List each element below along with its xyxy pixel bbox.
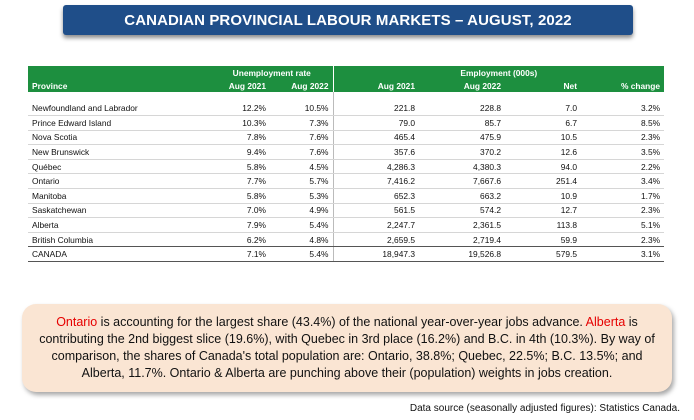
- cell-emp-net: 7.0: [505, 101, 581, 116]
- cell-emp-net: 579.5: [505, 247, 581, 262]
- cell-province: Alberta: [28, 218, 211, 233]
- table-row: [28, 218, 664, 233]
- cell-emp-aug-2021: 561.5: [333, 203, 419, 218]
- cell-emp-net: 251.4: [505, 174, 581, 189]
- cell-unemp-aug-2021: 7.0%: [211, 203, 270, 218]
- cell-emp-pct-change: 5.1%: [581, 218, 664, 233]
- table-header: [28, 66, 664, 92]
- cell-emp-pct-change: 3.5%: [581, 145, 664, 160]
- cell-unemp-aug-2021: 7.9%: [211, 218, 270, 233]
- note-text-1: is accounting for the largest share (43.4%) of the national year-over-year jobs advance.: [97, 315, 586, 329]
- page-title: CANADIAN PROVINCIAL LABOUR MARKETS – AUGUST, 2022: [63, 5, 633, 35]
- column-header-emp-pct-change: % change: [581, 79, 664, 92]
- cell-emp-aug-2022: 7,667.6: [419, 174, 505, 189]
- cell-emp-pct-change: 3.1%: [581, 247, 664, 262]
- header-unemployment-group: Unemployment rate: [211, 66, 333, 79]
- cell-unemp-aug-2021: 9.4%: [211, 145, 270, 160]
- cell-unemp-aug-2022: 4.9%: [270, 203, 333, 218]
- cell-province: CANADA: [28, 247, 211, 262]
- cell-emp-net: 6.7: [505, 116, 581, 131]
- cell-unemp-aug-2021: 7.7%: [211, 174, 270, 189]
- cell-emp-aug-2022: 370.2: [419, 145, 505, 160]
- cell-emp-aug-2021: 221.8: [333, 101, 419, 116]
- header-employment-group: Employment (000s): [333, 66, 664, 79]
- note-alberta-highlight: Alberta: [585, 315, 626, 329]
- cell-emp-net: 94.0: [505, 159, 581, 174]
- table-row: [28, 130, 664, 145]
- table-row: [28, 232, 664, 247]
- cell-emp-pct-change: 2.3%: [581, 232, 664, 247]
- cell-emp-pct-change: 3.2%: [581, 101, 664, 116]
- cell-emp-aug-2022: 19,526.8: [419, 247, 505, 262]
- cell-emp-aug-2022: 2,719.4: [419, 232, 505, 247]
- table-row: [28, 159, 664, 174]
- cell-unemp-aug-2021: 10.3%: [211, 116, 270, 131]
- cell-unemp-aug-2022: 7.6%: [270, 130, 333, 145]
- column-header-province: Province: [28, 79, 211, 92]
- note-text-2: is contributing the 2nd biggest slice (19.6%), with Quebec in 3rd place (16.2%) and B.C. in 4th (10.3%). By way of comparison, the shares of Canada's total population are: Ontario, 38.8%; Quebec, 22.5%; B.C. 13.5%; and Alberta, 11.7%. Ontario & Alberta are punching above their (population) weights in jobs creation.: [39, 315, 655, 380]
- column-header-emp-net: Net: [505, 79, 581, 92]
- cell-emp-net: 10.5: [505, 130, 581, 145]
- cell-emp-aug-2021: 7,416.2: [333, 174, 419, 189]
- cell-province: Québec: [28, 159, 211, 174]
- cell-emp-net: 113.8: [505, 218, 581, 233]
- cell-emp-aug-2022: 475.9: [419, 130, 505, 145]
- cell-emp-pct-change: 3.4%: [581, 174, 664, 189]
- commentary-box: [22, 304, 672, 392]
- cell-emp-aug-2022: 574.2: [419, 203, 505, 218]
- column-header-emp-aug-2021: Aug 2021: [333, 79, 419, 92]
- cell-emp-net: 59.9: [505, 232, 581, 247]
- cell-emp-net: 12.7: [505, 203, 581, 218]
- cell-emp-aug-2022: 228.8: [419, 101, 505, 116]
- cell-emp-aug-2021: 652.3: [333, 189, 419, 204]
- header-blank: [28, 66, 211, 79]
- cell-emp-net: 12.6: [505, 145, 581, 160]
- cell-emp-aug-2021: 2,659.5: [333, 232, 419, 247]
- cell-emp-pct-change: 1.7%: [581, 189, 664, 204]
- cell-unemp-aug-2022: 5.7%: [270, 174, 333, 189]
- cell-emp-pct-change: 8.5%: [581, 116, 664, 131]
- column-header-unemp-aug-2022: Aug 2022: [270, 79, 333, 92]
- cell-province: Nova Scotia: [28, 130, 211, 145]
- cell-emp-net: 10.9: [505, 189, 581, 204]
- cell-unemp-aug-2021: 6.2%: [211, 232, 270, 247]
- cell-unemp-aug-2022: 7.3%: [270, 116, 333, 131]
- table-row: [28, 145, 664, 160]
- cell-unemp-aug-2022: 5.3%: [270, 189, 333, 204]
- cell-unemp-aug-2021: 7.8%: [211, 130, 270, 145]
- cell-emp-aug-2022: 85.7: [419, 116, 505, 131]
- cell-emp-aug-2021: 465.4: [333, 130, 419, 145]
- cell-emp-aug-2021: 79.0: [333, 116, 419, 131]
- cell-province: British Columbia: [28, 232, 211, 247]
- note-ontario-highlight: Ontario: [56, 315, 98, 329]
- cell-province: Ontario: [28, 174, 211, 189]
- table-row: [28, 203, 664, 218]
- data-source: Data source (seasonally adjusted figures): Statistics Canada.: [409, 403, 680, 414]
- table-row-total: [28, 247, 664, 262]
- cell-province: Newfoundland and Labrador: [28, 101, 211, 116]
- cell-unemp-aug-2022: 5.4%: [270, 247, 333, 262]
- cell-unemp-aug-2022: 7.6%: [270, 145, 333, 160]
- cell-province: Manitoba: [28, 189, 211, 204]
- cell-unemp-aug-2021: 7.1%: [211, 247, 270, 262]
- cell-emp-aug-2021: 2,247.7: [333, 218, 419, 233]
- cell-unemp-aug-2021: 5.8%: [211, 189, 270, 204]
- cell-emp-aug-2022: 4,380.3: [419, 159, 505, 174]
- cell-emp-pct-change: 2.2%: [581, 159, 664, 174]
- cell-emp-aug-2021: 18,947.3: [333, 247, 419, 262]
- cell-emp-aug-2022: 2,361.5: [419, 218, 505, 233]
- cell-province: Prince Edward Island: [28, 116, 211, 131]
- cell-emp-pct-change: 2.3%: [581, 130, 664, 145]
- spacer-row: [28, 92, 664, 101]
- cell-emp-aug-2021: 4,286.3: [333, 159, 419, 174]
- table-row: [28, 174, 664, 189]
- column-header-emp-aug-2022: Aug 2022: [419, 79, 505, 92]
- column-header-unemp-aug-2021: Aug 2021: [211, 79, 270, 92]
- labour-market-table: [28, 66, 664, 262]
- table-row: [28, 116, 664, 131]
- cell-emp-pct-change: 2.3%: [581, 203, 664, 218]
- table-body: [28, 92, 664, 262]
- cell-unemp-aug-2022: 5.4%: [270, 218, 333, 233]
- cell-province: New Brunswick: [28, 145, 211, 160]
- table-row: [28, 101, 664, 116]
- labour-market-table-container: [28, 66, 664, 262]
- table-row: [28, 189, 664, 204]
- cell-unemp-aug-2022: 10.5%: [270, 101, 333, 116]
- cell-unemp-aug-2022: 4.8%: [270, 232, 333, 247]
- cell-emp-aug-2021: 357.6: [333, 145, 419, 160]
- cell-unemp-aug-2021: 5.8%: [211, 159, 270, 174]
- cell-province: Saskatchewan: [28, 203, 211, 218]
- cell-emp-aug-2022: 663.2: [419, 189, 505, 204]
- cell-unemp-aug-2021: 12.2%: [211, 101, 270, 116]
- cell-unemp-aug-2022: 4.5%: [270, 159, 333, 174]
